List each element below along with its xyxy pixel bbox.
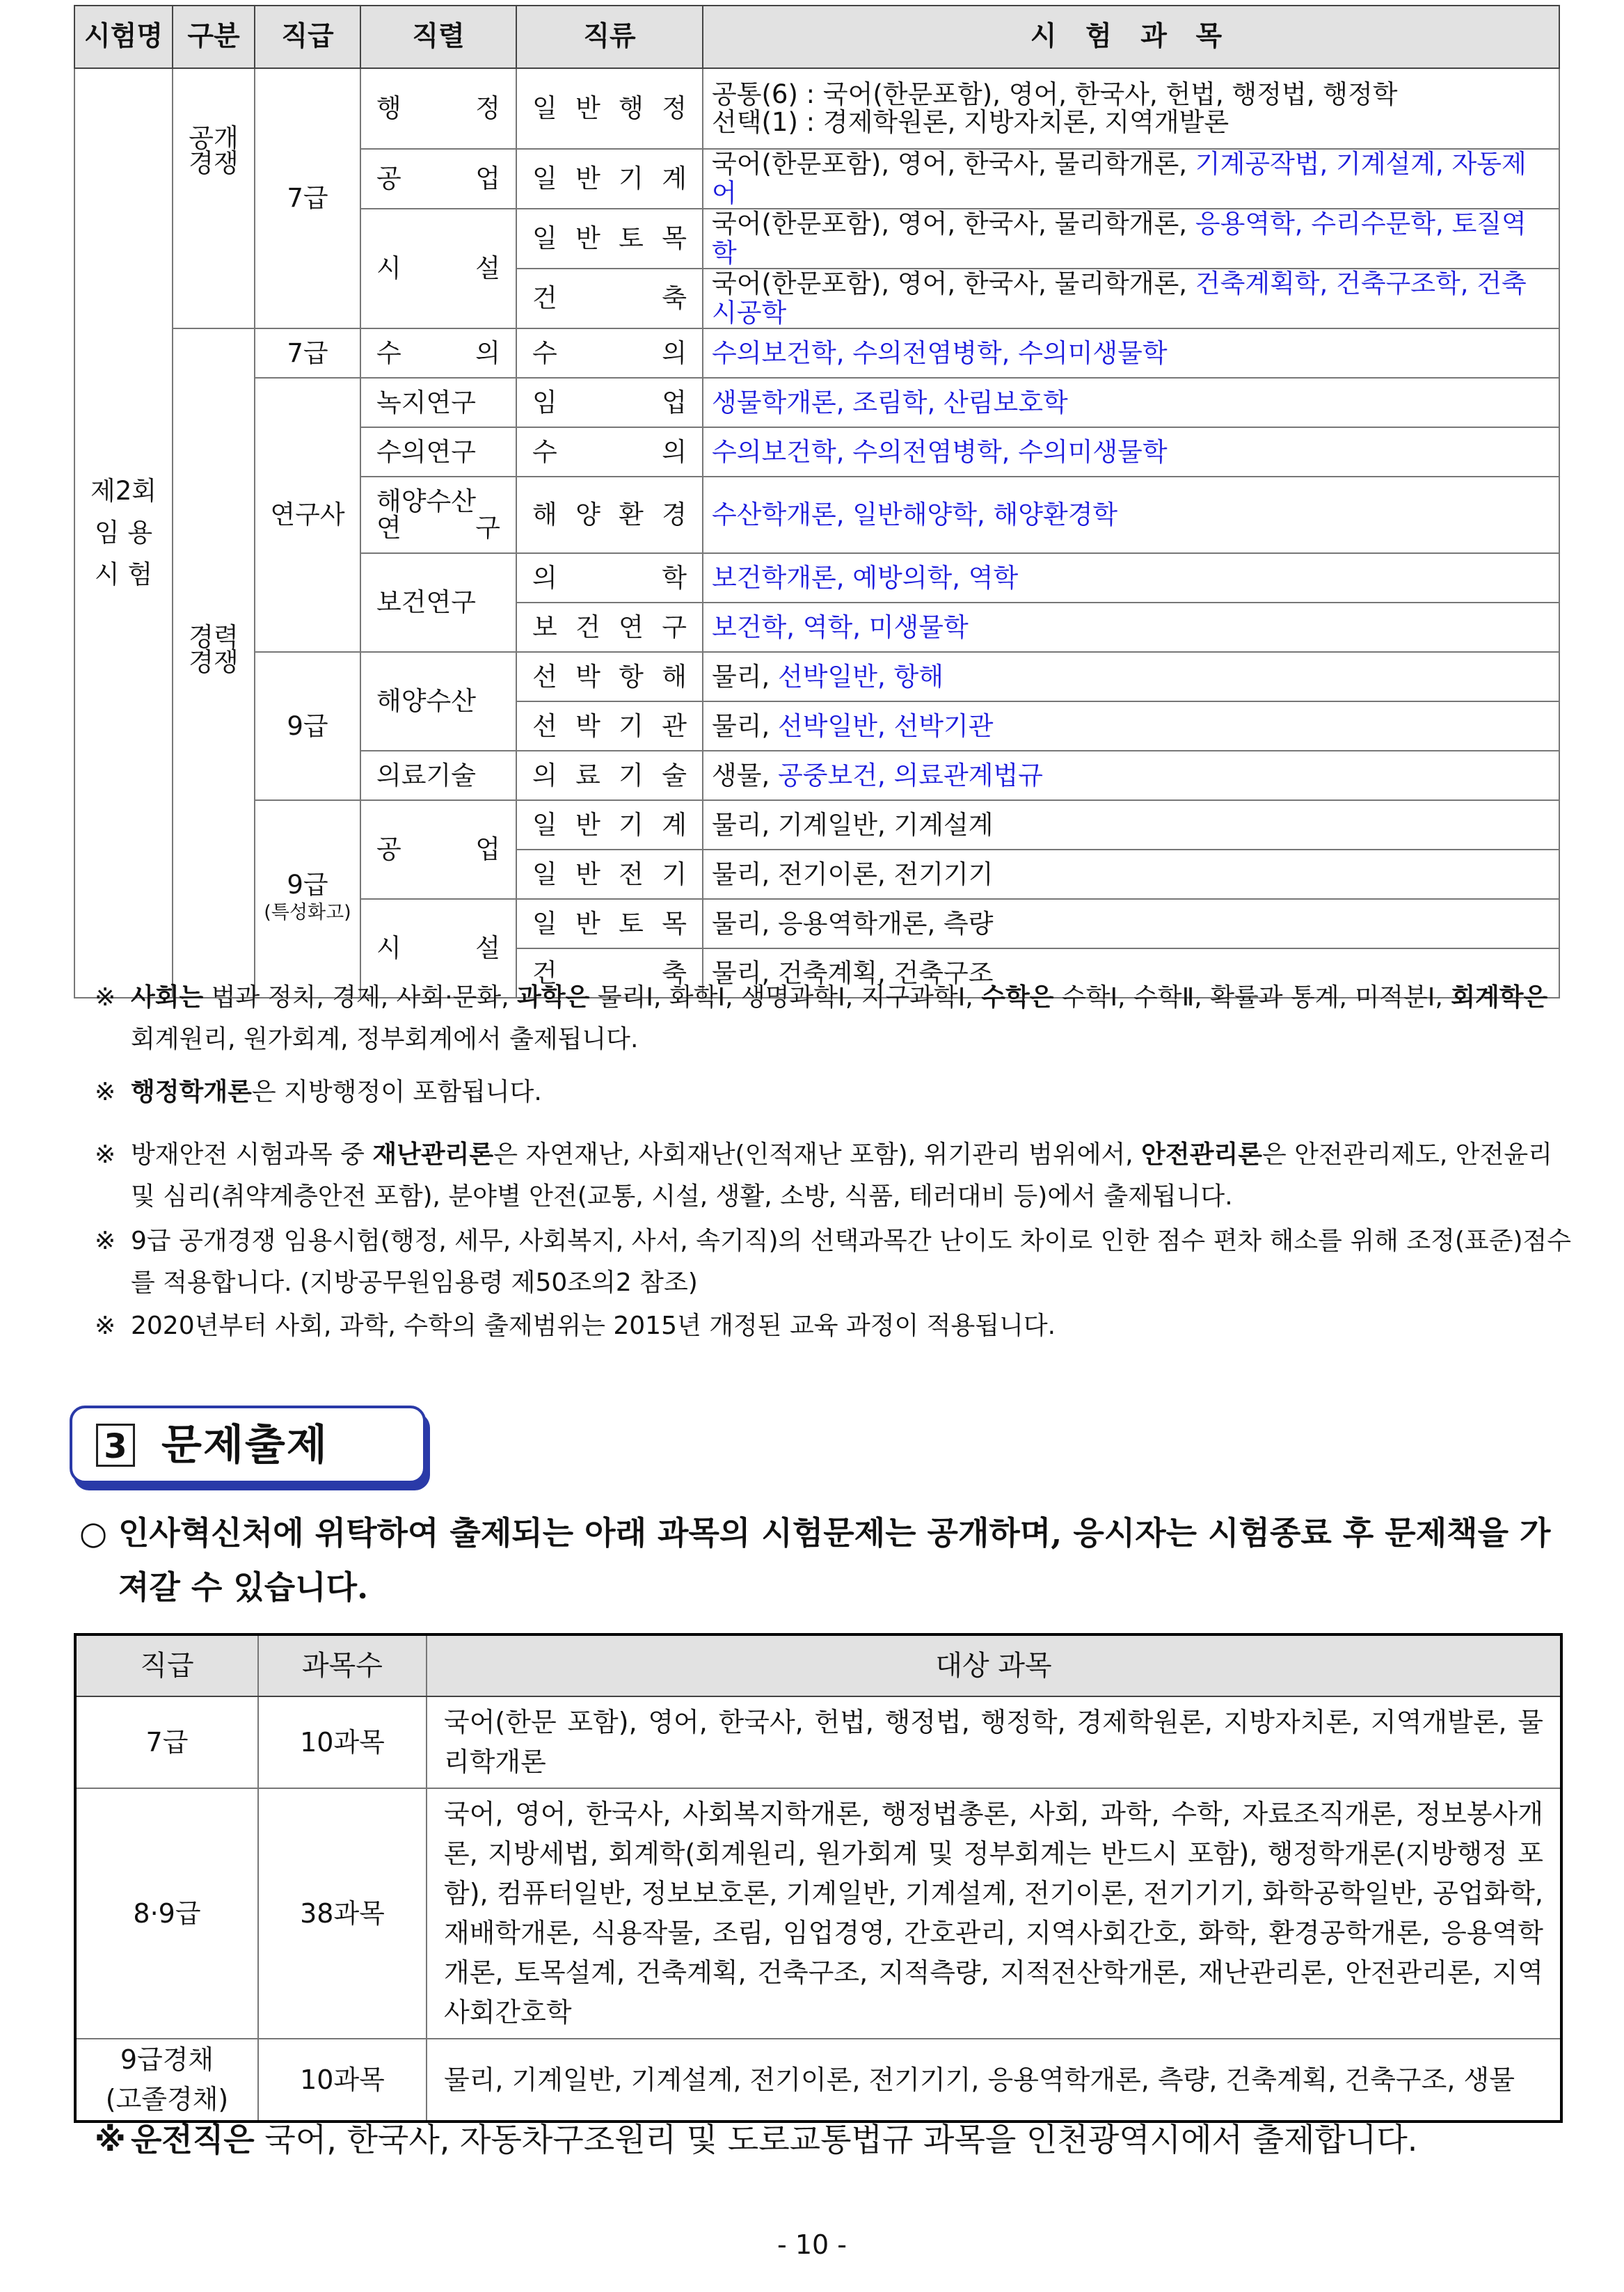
subjects-special: 선박일반, 항해 bbox=[778, 661, 944, 692]
exam-name-line: 시 험 bbox=[94, 559, 153, 589]
series-cell: 보건연구 bbox=[360, 553, 516, 652]
subjects-cell: 국어, 영어, 한국사, 사회복지학개론, 행정법총론, 사회, 과학, 수학, 자료조직개론, 정보봉사개론, 지방세법, 회계학(회계원리, 원가회계 및 정부회계는 반드시 포함), 행정학개론(지방행정 포함), 컴퓨터일반, 정보보호론, 기계일반, 기계설계, 전기이론, 전기기기, 화학공학일반, 공업화학, 재배학개론, 식용작물, 조림, 임업경영, 간호관리, 지역사회간호, 화학, 환경공학개론, 응용역학개론, 토목설계, 건축계획, 건축구조, 지적측량, 지적전산학개론, 재난관리론, 안전관리론, 지역사회간호학 bbox=[427, 1788, 1561, 2039]
class-cell: 수 의 bbox=[516, 427, 703, 477]
note-subject-scope bbox=[95, 977, 1578, 1060]
class-cell: 일 반 토 목 bbox=[516, 209, 703, 269]
table-row bbox=[74, 800, 1559, 850]
subjects-cell: 수의보건학, 수의전염병학, 수의미생물학 bbox=[703, 427, 1559, 477]
note-bold: 사회는 bbox=[131, 983, 204, 1012]
subjects-cell: 물리, 응용역학개론, 측량 bbox=[703, 899, 1559, 948]
series-cell: 수의연구 bbox=[360, 427, 516, 477]
subjects-cell bbox=[703, 209, 1559, 269]
col-header: 구분 bbox=[173, 6, 255, 68]
series-cell: 행 정 bbox=[360, 68, 516, 149]
note-mark: ※ bbox=[95, 2121, 126, 2158]
subject-line: 공통(6) : 국어(한문포함), 영어, 한국사, 헌법, 행정법, 행정학 bbox=[712, 79, 1398, 109]
note-bold: 재난관리론 bbox=[372, 1140, 494, 1169]
count-cell: 10과목 bbox=[258, 2039, 427, 2122]
grade-cell: 7급 bbox=[255, 328, 360, 378]
subjects-common: 국어(한문포함), 영어, 한국사, 물리학개론, bbox=[712, 149, 1195, 179]
class-cell: 건 축 bbox=[516, 948, 703, 998]
page-number: - 10 - bbox=[777, 2229, 847, 2260]
class-cell: 일 반 토 목 bbox=[516, 899, 703, 948]
col-header: 시험명 bbox=[74, 6, 173, 68]
subjects-cell bbox=[703, 751, 1559, 800]
grade-line: (고졸경채) bbox=[105, 2084, 229, 2115]
series-cell: 공 업 bbox=[360, 800, 516, 899]
note-bold: 수학은 bbox=[981, 983, 1054, 1012]
table-row bbox=[74, 328, 1559, 378]
grade-note: (특성화고) bbox=[264, 902, 351, 923]
subjects-cell: 수산학개론, 일반해양학, 해양환경학 bbox=[703, 477, 1559, 553]
section-cell bbox=[173, 328, 255, 998]
note-text: 물리Ⅰ, 화학Ⅰ, 생명과학Ⅰ, 지구과학Ⅰ, bbox=[589, 983, 982, 1012]
note-mark: ※ bbox=[95, 1227, 116, 1255]
table-header-row bbox=[75, 1634, 1561, 1696]
count-cell: 10과목 bbox=[258, 1696, 427, 1788]
subjects-common: 생물, bbox=[712, 760, 779, 790]
subjects-cell: 보건학개론, 예방의학, 역학 bbox=[703, 553, 1559, 603]
subjects-common: 물리, bbox=[712, 661, 779, 692]
section-heading bbox=[70, 1406, 426, 1483]
table-row bbox=[75, 2039, 1561, 2122]
series-cell: 시 설 bbox=[360, 899, 516, 998]
section-line: 공개 bbox=[189, 123, 239, 153]
subjects-cell: 물리, 전기이론, 전기기기 bbox=[703, 850, 1559, 899]
series-cell: 녹지연구 bbox=[360, 378, 516, 427]
series-cell: 의료기술 bbox=[360, 751, 516, 800]
subjects-cell bbox=[703, 68, 1559, 149]
note-text: 방재안전 시험과목 중 bbox=[131, 1140, 373, 1169]
grade-line: 9급 bbox=[287, 870, 328, 900]
subjects-cell: 생물학개론, 조림학, 산림보호학 bbox=[703, 378, 1559, 427]
subjects-special: 기계공작법, 기계설계, 자동제어 bbox=[712, 149, 1527, 208]
section-number: 3 bbox=[96, 1424, 135, 1467]
grade-cell: 7급 bbox=[255, 68, 360, 328]
note-bold: 과학은 bbox=[517, 983, 590, 1012]
note-text: 은 지방행정이 포함됩니다. bbox=[251, 1078, 542, 1106]
subjects-cell: 수의보건학, 수의전염병학, 수의미생물학 bbox=[703, 328, 1559, 378]
note-text: 수학Ⅰ, 수학Ⅱ, 확률과 통계, 미적분Ⅰ, bbox=[1053, 983, 1451, 1012]
table-row bbox=[74, 378, 1559, 427]
subjects-common: 국어(한문포함), 영어, 한국사, 물리학개론, bbox=[712, 209, 1195, 239]
note-standard-score bbox=[95, 1220, 1578, 1304]
subjects-cell: 물리, 기계일반, 기계설계, 전기이론, 전기기기, 응용역학개론, 측량, 건축계획, 건축구조, 생물 bbox=[427, 2039, 1561, 2122]
note-text: 국어, 한국사, 자동차구조원리 및 도로교통법규 과목을 인천광역시에서 출제합니다. bbox=[254, 2121, 1418, 2158]
section-line: 경력 bbox=[189, 622, 239, 652]
note-text: 9급 공개경쟁 임용시험(행정, 세무, 사회복지, 사서, 속기직)의 선택과목간 난이도 차이로 인한 점수 편차 해소를 위해 조정(표준)점수를 적용합니다. (지방공무원임용령 제50조의2 참조) bbox=[131, 1227, 1572, 1297]
class-cell: 일 반 전 기 bbox=[516, 850, 703, 899]
class-cell: 선 박 기 관 bbox=[516, 701, 703, 751]
note-admin bbox=[95, 1072, 1578, 1113]
series-line: 연 구 bbox=[376, 513, 500, 543]
note-driving bbox=[95, 2115, 1578, 2164]
col-header: 직급 bbox=[255, 6, 360, 68]
subjects-common: 국어(한문포함), 영어, 한국사, 물리학개론, bbox=[712, 269, 1195, 299]
note-bold: 행정학개론 bbox=[131, 1078, 252, 1106]
series-cell: 해양수산 bbox=[360, 652, 516, 751]
grade-cell bbox=[75, 2039, 258, 2122]
grade-cell bbox=[255, 800, 360, 998]
note-disaster bbox=[95, 1134, 1578, 1218]
exam-subjects-table bbox=[74, 5, 1560, 998]
col-header: 시 험 과 목 bbox=[703, 6, 1559, 68]
note-text: 회계원리, 원가회계, 정부회계에서 출제됩니다. bbox=[131, 1025, 639, 1053]
section-line: 경쟁 bbox=[189, 148, 239, 178]
grade-line: 9급경채 bbox=[120, 2044, 214, 2075]
note-text: 은 자연재난, 사회재난(인적재난 포함), 위기관리 범위에서, bbox=[493, 1140, 1142, 1169]
subjects-cell bbox=[703, 652, 1559, 701]
series-line: 해양수산 bbox=[376, 486, 476, 516]
series-cell: 시 설 bbox=[360, 209, 516, 328]
col-header: 과목수 bbox=[258, 1634, 427, 1696]
class-cell: 일 반 기 계 bbox=[516, 149, 703, 209]
exam-name-line: 제2회 bbox=[90, 476, 157, 506]
class-cell: 의 료 기 술 bbox=[516, 751, 703, 800]
table-row bbox=[75, 1788, 1561, 2039]
subjects-special: 건축계획학, 건축구조학, 건축시공학 bbox=[712, 269, 1527, 328]
note-text: 은 안전관리제도, 안전윤리 및 심리(취약계층안전 포함), 분야별 안전(교통, 시설, 생활, 소방, 식품, 테러대비 등)에서 출제됩니다. bbox=[131, 1140, 1552, 1211]
grade-cell: 8·9급 bbox=[75, 1788, 258, 2039]
subjects-cell bbox=[703, 269, 1559, 328]
note-text: 2020년부터 사회, 과학, 수학의 출제범위는 2015년 개정된 교육 과정이 적용됩니다. bbox=[131, 1312, 1056, 1340]
subjects-cell: 물리, 건축계획, 건축구조 bbox=[703, 948, 1559, 998]
table-header-row bbox=[74, 6, 1559, 68]
public-subjects-table bbox=[74, 1633, 1563, 2123]
bullet-icon: ○ bbox=[79, 1514, 108, 1552]
class-cell: 해 양 환 경 bbox=[516, 477, 703, 553]
class-cell: 일 반 행 정 bbox=[516, 68, 703, 149]
class-cell: 임 업 bbox=[516, 378, 703, 427]
count-cell: 38과목 bbox=[258, 1788, 427, 2039]
series-cell bbox=[360, 477, 516, 553]
exam-name-cell bbox=[74, 68, 173, 998]
section-title: 문제출제 bbox=[161, 1421, 328, 1470]
subjects-cell: 물리, 기계일반, 기계설계 bbox=[703, 800, 1559, 850]
col-header: 직류 bbox=[516, 6, 703, 68]
table-row bbox=[74, 68, 1559, 149]
note-mark: ※ bbox=[95, 983, 116, 1012]
class-cell: 보 건 연 구 bbox=[516, 603, 703, 652]
note-text: 법과 정치, 경제, 사회·문화, bbox=[203, 983, 518, 1012]
class-cell: 의 학 bbox=[516, 553, 703, 603]
subject-line: 선택(1) : 경제학원론, 지방자치론, 지역개발론 bbox=[712, 107, 1229, 137]
section-line: 경쟁 bbox=[189, 647, 239, 677]
note-bold: 운전직은 bbox=[131, 2121, 255, 2158]
col-header: 직렬 bbox=[360, 6, 516, 68]
class-cell: 건 축 bbox=[516, 269, 703, 328]
lead-text: 인사혁신처에 위탁하여 출제되는 아래 과목의 시험문제는 공개하며, 응시자는 시험종료 후 문제책을 가져갈 수 있습니다. bbox=[118, 1514, 1551, 1606]
note-curriculum bbox=[95, 1305, 1578, 1347]
series-cell: 공 업 bbox=[360, 149, 516, 209]
table-row bbox=[75, 1696, 1561, 1788]
section-cell bbox=[173, 68, 255, 328]
class-cell: 수 의 bbox=[516, 328, 703, 378]
class-cell: 일 반 기 계 bbox=[516, 800, 703, 850]
note-mark: ※ bbox=[95, 1078, 116, 1106]
subjects-cell bbox=[703, 149, 1559, 209]
subjects-special: 선박일반, 선박기관 bbox=[778, 710, 994, 741]
subjects-common: 물리, bbox=[712, 710, 779, 741]
col-header: 직급 bbox=[75, 1634, 258, 1696]
grade-cell: 9급 bbox=[255, 652, 360, 800]
class-cell: 선 박 항 해 bbox=[516, 652, 703, 701]
grade-cell: 연구사 bbox=[255, 378, 360, 652]
subjects-cell: 국어(한문 포함), 영어, 한국사, 헌법, 행정법, 행정학, 경제학원론, 지방자치론, 지역개발론, 물리학개론 bbox=[427, 1696, 1561, 1788]
note-mark: ※ bbox=[95, 1312, 116, 1340]
grade-cell: 7급 bbox=[75, 1696, 258, 1788]
table-row bbox=[74, 652, 1559, 701]
exam-name-line: 임 용 bbox=[94, 518, 153, 548]
subjects-special: 응용역학, 수리수문학, 토질역학 bbox=[712, 209, 1527, 268]
note-bold: 회계학은 bbox=[1451, 983, 1548, 1012]
note-bold: 안전관리론 bbox=[1141, 1140, 1263, 1169]
lead-paragraph bbox=[79, 1506, 1573, 1614]
subjects-special: 공중보건, 의료관계법규 bbox=[778, 760, 1043, 790]
col-header: 대상 과목 bbox=[427, 1634, 1561, 1696]
series-cell: 수 의 bbox=[360, 328, 516, 378]
subjects-cell bbox=[703, 701, 1559, 751]
note-mark: ※ bbox=[95, 1140, 116, 1169]
subjects-cell: 보건학, 역학, 미생물학 bbox=[703, 603, 1559, 652]
